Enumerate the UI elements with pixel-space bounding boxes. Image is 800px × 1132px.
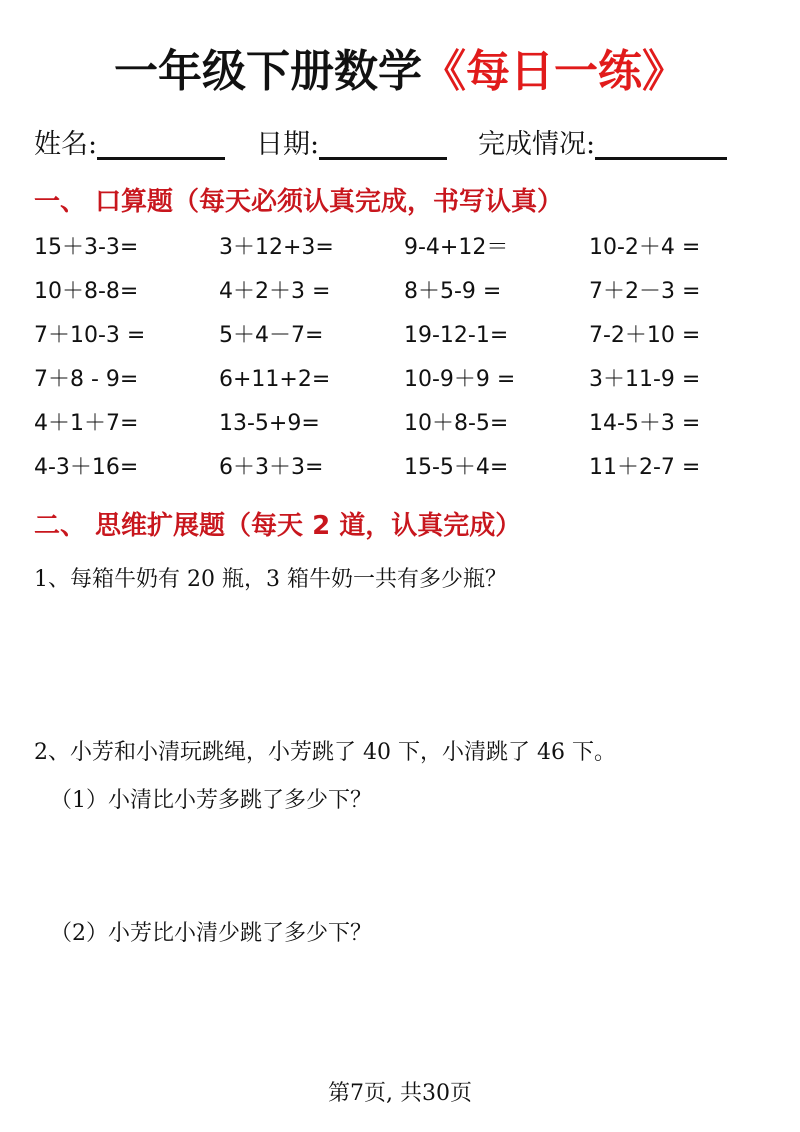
- mental-math-grid: [34, 226, 754, 490]
- problem-row: [34, 270, 754, 314]
- title-main: 一年级下册数学: [114, 46, 422, 97]
- status-field[interactable]: [478, 122, 727, 168]
- math-problem: 3＋11-9 =: [589, 367, 701, 392]
- name-blank[interactable]: [97, 129, 225, 160]
- date-blank[interactable]: [319, 129, 447, 160]
- math-problem: 7＋10-3 =: [34, 323, 146, 348]
- math-problem: 6＋3＋3=: [219, 455, 324, 480]
- word-problem-2-part-1: （1）小清比小芳多跳了多少下？: [50, 788, 372, 813]
- math-problem: 4-3＋16=: [34, 455, 139, 480]
- math-problem: 10＋8-8=: [34, 279, 139, 304]
- math-problem: 4＋1＋7=: [34, 411, 139, 436]
- word-problem-2-part-2: （2）小芳比小清少跳了多少下？: [50, 921, 372, 946]
- problem-row: [34, 446, 754, 490]
- name-field[interactable]: [34, 122, 225, 168]
- math-problem: 11＋2-7 =: [589, 455, 701, 480]
- date-label: 日期:: [256, 129, 320, 160]
- title-highlight: 《每日一练》: [422, 46, 686, 97]
- math-problem: 5＋4－7=: [219, 323, 324, 348]
- math-problem: 10-2＋4 =: [589, 235, 701, 260]
- math-problem: 10＋8-5=: [404, 411, 509, 436]
- problem-row: [34, 314, 754, 358]
- date-field[interactable]: [256, 122, 447, 168]
- math-problem: 15-5＋4=: [404, 455, 509, 480]
- math-problem: 8＋5-9 =: [404, 279, 502, 304]
- problem-row: [34, 226, 754, 270]
- problem-row: [34, 358, 754, 402]
- math-problem: 7＋8 - 9=: [34, 367, 139, 392]
- math-problem: 3＋12+3=: [219, 235, 334, 260]
- math-problem: 6+11+2=: [219, 367, 331, 392]
- section-thinking-heading: 二、 思维扩展题（每天 2 道，认真完成）: [34, 511, 522, 541]
- section-mental-math-heading: 一、 口算题（每天必须认真完成，书写认真）: [34, 187, 564, 217]
- worksheet-title: [0, 42, 800, 102]
- math-problem: 13-5+9=: [219, 411, 320, 436]
- name-label: 姓名:: [34, 129, 98, 160]
- math-problem: 15＋3-3=: [34, 235, 139, 260]
- math-problem: 10-9＋9 =: [404, 367, 516, 392]
- status-blank[interactable]: [595, 129, 727, 160]
- student-info-row: [34, 122, 774, 168]
- math-problem: 14-5＋3 =: [589, 411, 701, 436]
- math-problem: 7＋2－3 =: [589, 279, 701, 304]
- word-problem-1: 1、每箱牛奶有 20 瓶，3 箱牛奶一共有多少瓶？: [34, 567, 507, 592]
- problem-row: [34, 402, 754, 446]
- status-label: 完成情况:: [478, 129, 596, 160]
- page-number: 第7页, 共30页: [328, 1081, 472, 1106]
- math-problem: 19-12-1=: [404, 323, 509, 348]
- math-problem: 7-2＋10 =: [589, 323, 701, 348]
- math-problem: 9-4+12＝: [404, 235, 509, 260]
- math-problem: 4＋2＋3 =: [219, 279, 331, 304]
- word-problem-2: 2、小芳和小清玩跳绳，小芳跳了 40 下，小清跳了 46 下。: [34, 740, 616, 765]
